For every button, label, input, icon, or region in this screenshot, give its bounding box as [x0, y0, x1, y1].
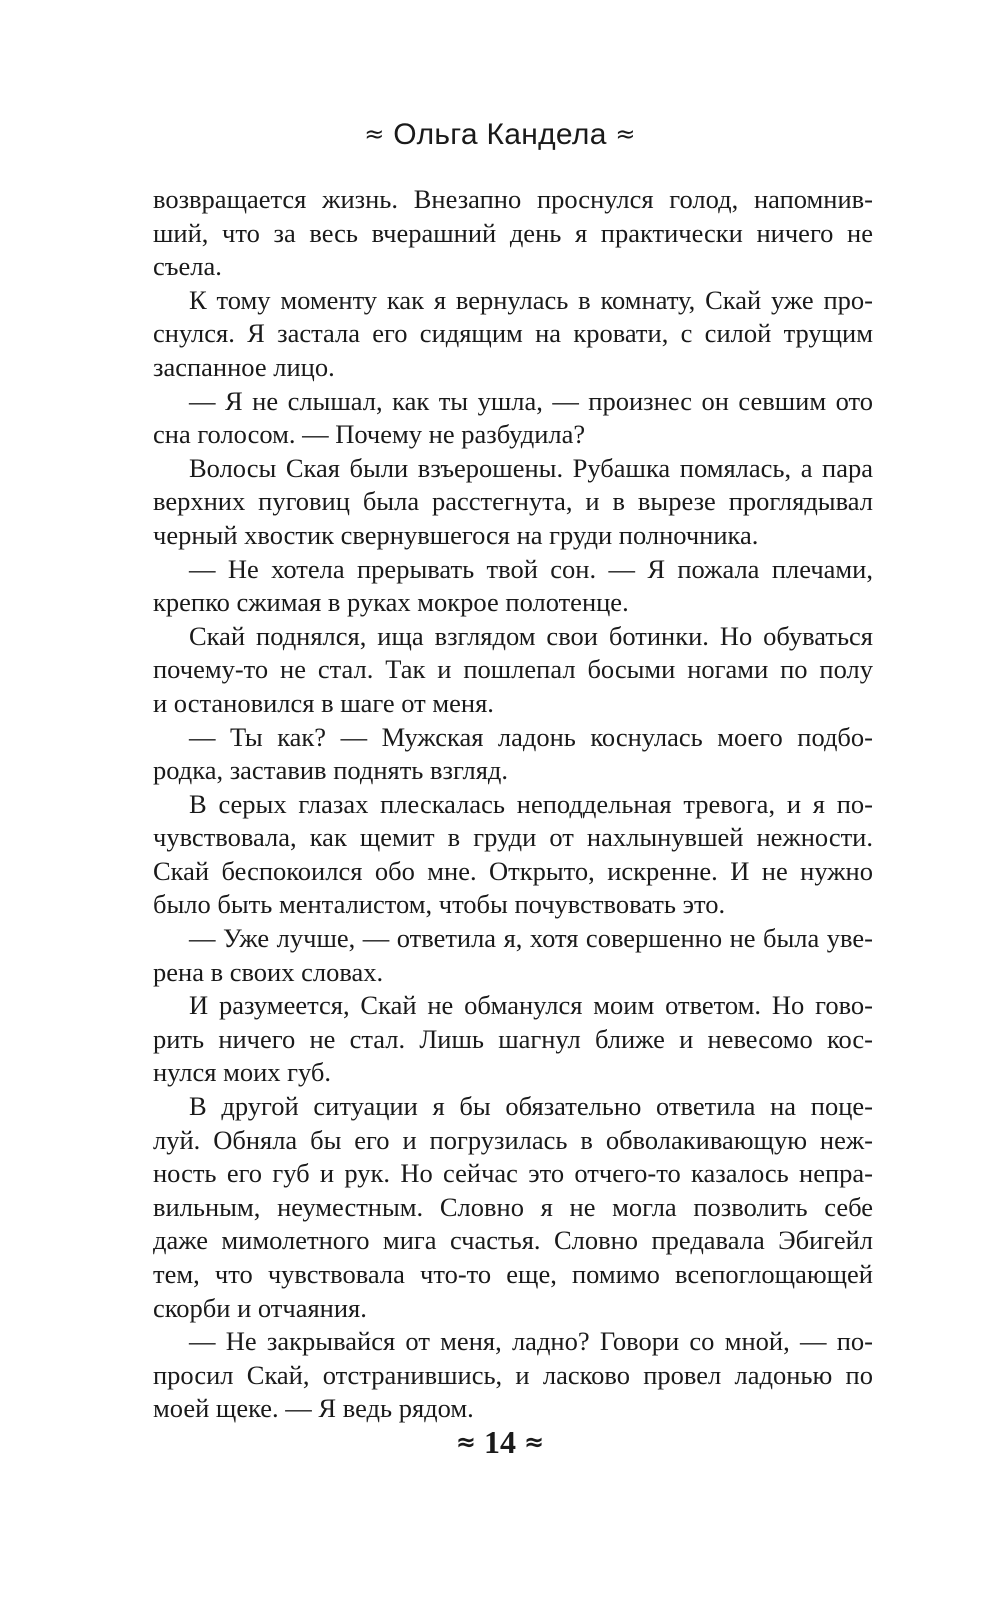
text-line: тем, что чувствовала что-то еще, помимо всепоглощающей	[153, 1259, 873, 1289]
ornament-right-icon: ≈	[524, 1428, 545, 1456]
text-line: — Не хотела прерывать твой сон. — Я пожала плечами,	[189, 553, 873, 584]
ornament-right-icon: ≈	[615, 120, 636, 148]
text-line: Скай беспокоился обо мне. Открыто, искренне. И не нужно	[153, 855, 873, 886]
text-line: снулся. Я застала его сидящим на кровати, с силой трущим	[153, 318, 873, 349]
text-line: ший, что за весь вчерашний день я практически ничего не	[153, 217, 873, 248]
text-line: И разумеется, Скай не обманулся моим ответом. Но гово-	[189, 990, 873, 1021]
text-line: и остановился в шаге от меня.	[153, 687, 494, 718]
text-line: — Я не слышал, как ты ушла, — произнес он севшим ото	[189, 385, 873, 416]
body-text	[153, 183, 873, 1426]
text-line: даже мимолетного мига счастья. Словно предавала Эбигейл	[153, 1225, 873, 1256]
text-line: — Ты как? — Мужская ладонь коснулась моего подбо-	[189, 721, 873, 752]
text-line: было быть менталистом, чтобы почувствовать это.	[153, 889, 726, 920]
text-line: рить ничего не стал. Лишь шагнул ближе и невесомо кос-	[153, 1023, 873, 1054]
text-line: — Не закрывайся от меня, ладно? Говори со мной, — по-	[189, 1326, 873, 1357]
text-line: моей щеке. — Я ведь рядом.	[153, 1393, 474, 1424]
author-name: Ольга Кандела	[393, 118, 607, 151]
text-line: съела.	[153, 251, 222, 282]
ornament-left-icon: ≈	[364, 120, 385, 148]
text-line: сна голосом. — Почему не разбудила?	[153, 419, 586, 450]
text-line: Скай поднялся, ища взглядом свои ботинки. Но обуваться	[189, 620, 873, 651]
text-line: ность его губ и рук. Но сейчас это отчего-то казалось непра-	[153, 1158, 873, 1189]
text-line: вильным, неуместным. Словно я не могла позволить себе	[153, 1191, 873, 1222]
ornament-left-icon: ≈	[455, 1428, 476, 1456]
text-line: — Уже лучше, — ответила я, хотя совершенно не была уве-	[189, 923, 873, 954]
text-line: Волосы Ская были взъерошены. Рубашка помялась, а пара	[189, 452, 873, 483]
page-number: 14	[484, 1424, 516, 1460]
text-line: рена в своих словах.	[153, 956, 384, 987]
text-line: верхних пуговиц была расстегнута, и в вырезе проглядывал	[153, 486, 873, 517]
text-line: В другой ситуации я бы обязательно ответила на поце-	[189, 1091, 873, 1122]
text-line: чувствовала, как щемит в груди от нахлынувшей нежности.	[153, 822, 873, 853]
text-line: возвращается жизнь. Внезапно проснулся голод, напомнив-	[153, 184, 873, 214]
running-head	[0, 118, 1000, 152]
text-line: почему-то не стал. Так и пошлепал босыми ногами по полу	[153, 654, 873, 685]
text-line: скорби и отчаяния.	[153, 1292, 367, 1323]
text-line: просил Скай, отстранившись, и ласково провел ладонью по	[153, 1359, 873, 1390]
text-line: черный хвостик свернувшегося на груди полночника.	[153, 519, 759, 550]
text-line: К тому моменту как я вернулась в комнату, Скай уже про-	[189, 284, 873, 315]
text-line: крепко сжимая в руках мокрое полотенце.	[153, 587, 629, 618]
text-line: заспанное лицо.	[153, 351, 335, 382]
text-line: В серых глазах плескалась неподдельная тревога, и я по-	[189, 788, 873, 819]
text-line: луй. Обняла бы его и погрузилась в обволакивающую неж-	[153, 1124, 873, 1155]
text-line: нулся моих губ.	[153, 1057, 332, 1088]
page-number-footer	[0, 1424, 1000, 1461]
text-line: родка, заставив поднять взгляд.	[153, 755, 509, 786]
